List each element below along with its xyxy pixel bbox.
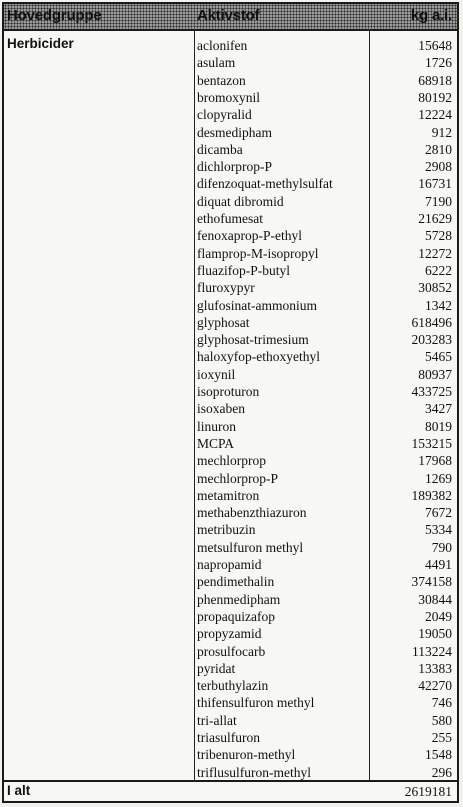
substance-name: napropamid [197,557,262,572]
pesticide-table [2,2,459,803]
table-row [4,730,457,747]
amount-value: 16731 [418,176,452,192]
amount-value: 30844 [418,591,452,607]
table-row [4,713,457,730]
amount-value: 80192 [418,89,452,105]
table-row [4,747,457,764]
table-row [4,401,457,418]
amount-value: 21629 [418,211,452,226]
table-row [4,176,457,193]
table-row [4,471,457,488]
amount-value: 790 [431,539,452,555]
table-row [4,125,457,142]
amount-value: 433725 [411,384,452,399]
table-row [4,194,457,211]
table-row [4,263,457,280]
substance-name: diquat dibromid [197,193,284,209]
amount-value: 5728 [425,228,452,244]
substance-name: linuron [197,418,236,434]
substance-name: dicamba [197,141,243,157]
substance-name: metribuzin [197,522,256,538]
amount-value: 5334 [425,522,452,538]
substance-name: haloxyfop-ethoxyethyl [197,349,320,365]
amount-value: 203283 [411,332,452,348]
substance-name: bentazon [197,72,246,88]
substance-name: ioxynil [197,366,236,382]
amount-value: 80937 [418,366,452,382]
table-row [4,384,457,401]
substance-name: desmedipham [197,124,272,140]
table-row [4,90,457,107]
amount-value: 12272 [418,245,452,261]
amount-value: 13383 [418,660,452,676]
amount-value: 1726 [425,55,452,71]
table-row [4,107,457,124]
amount-value: 17968 [418,453,452,469]
table-row [4,349,457,366]
substance-name: fluazifop-P-butyl [197,262,290,278]
substance-name: propyzamid [197,626,262,642]
table-row [4,246,457,263]
table-row [4,574,457,591]
table-row [4,332,457,349]
table-row [4,644,457,661]
table-row [4,592,457,609]
table-row [4,626,457,643]
substance-name: pyridat [197,660,236,676]
total-row [4,780,457,801]
table-row [4,298,457,315]
amount-value: 2908 [425,159,452,175]
substance-name: bromoxynil [197,89,260,105]
total-label: I alt [7,783,31,798]
amount-value: 1269 [425,470,452,486]
substance-name: isoproturon [197,384,260,399]
substance-name: pendimethalin [197,574,275,590]
table-row [4,315,457,332]
amount-value: 153215 [411,435,452,451]
amount-value: 255 [431,730,452,745]
substance-name: flamprop-M-isopropyl [197,245,319,261]
substance-name: isoxaben [197,401,245,417]
header-amount: kg a.i. [410,7,452,24]
substance-name: asulam [197,55,236,71]
amount-value: 296 [431,764,452,780]
substance-name: triflusulfuron-methyl [197,764,311,780]
substance-name: tribenuron-methyl [197,747,296,763]
substance-name: fenoxaprop-P-ethyl [197,228,302,244]
table-row [4,678,457,695]
table-row [4,453,457,470]
amount-value: 580 [431,712,452,728]
amount-value: 42270 [418,678,452,694]
substance-name: fluroxypyr [197,280,255,296]
header-group: Hovedgruppe [7,7,102,24]
table-header [4,4,457,31]
substance-name: mechlorprop [197,453,266,469]
substance-name: phenmedipham [197,591,281,607]
amount-value: 2049 [425,608,452,624]
substance-name: terbuthylazin [197,678,269,694]
amount-value: 8019 [425,418,452,434]
substance-name: glyphosat-trimesium [197,332,309,348]
amount-value: 2810 [425,141,452,157]
amount-value: 12224 [418,107,452,123]
substance-name: MCPA [197,435,235,451]
substance-name: difenzoquat-methylsulfat [197,176,333,192]
amount-value: 1548 [425,747,452,763]
table-row [4,695,457,712]
substance-name: aclonifen [197,38,248,53]
substance-name: clopyralid [197,107,252,123]
substance-name: propaquizafop [197,608,275,624]
substance-name: glufosinat-ammonium [197,297,317,313]
amount-value: 7672 [425,505,452,521]
table-row [4,557,457,574]
amount-value: 19050 [418,626,452,642]
table-row [4,436,457,453]
table-row [4,228,457,245]
table-row [4,661,457,678]
total-value: 2619181 [404,784,452,799]
substance-name: metamitron [197,487,260,503]
substance-name: thifensulfuron methyl [197,695,315,711]
table-row [4,73,457,90]
table-row [4,488,457,505]
amount-value: 4491 [425,557,452,572]
table-row [4,505,457,522]
table-row [4,159,457,176]
amount-value: 1342 [425,297,452,313]
amount-value: 113224 [412,643,452,659]
amount-value: 7190 [425,193,452,209]
amount-value: 30852 [418,280,452,296]
substance-name: dichlorprop-P [197,159,272,175]
amount-value: 912 [431,124,452,140]
amount-value: 618496 [411,314,452,330]
table-row [4,522,457,539]
table-row [4,38,457,55]
table-row [4,55,457,72]
group-label: Herbicider [7,36,74,51]
substance-name: methabenzthiazuron [197,505,307,521]
table-row [4,367,457,384]
amount-value: 6222 [425,262,452,278]
substance-name: triasulfuron [197,730,260,745]
substance-name: prosulfocarb [197,643,266,659]
table-row [4,142,457,159]
amount-value: 189382 [411,487,452,503]
amount-value: 68918 [418,72,452,88]
table-row [4,609,457,626]
substance-name: metsulfuron methyl [197,539,304,555]
amount-value: 374158 [411,574,452,590]
substance-name: mechlorprop-P [197,470,278,486]
amount-value: 3427 [425,401,452,417]
amount-value: 15648 [418,38,452,53]
table-row [4,280,457,297]
substance-name: glyphosat [197,314,250,330]
table-row [4,540,457,557]
substance-name: ethofumesat [197,211,263,226]
table-row [4,419,457,436]
amount-value: 746 [431,695,452,711]
table-row [4,211,457,228]
substance-name: tri-allat [197,712,237,728]
amount-value: 5465 [425,349,452,365]
header-substance: Aktivstof [197,7,260,24]
